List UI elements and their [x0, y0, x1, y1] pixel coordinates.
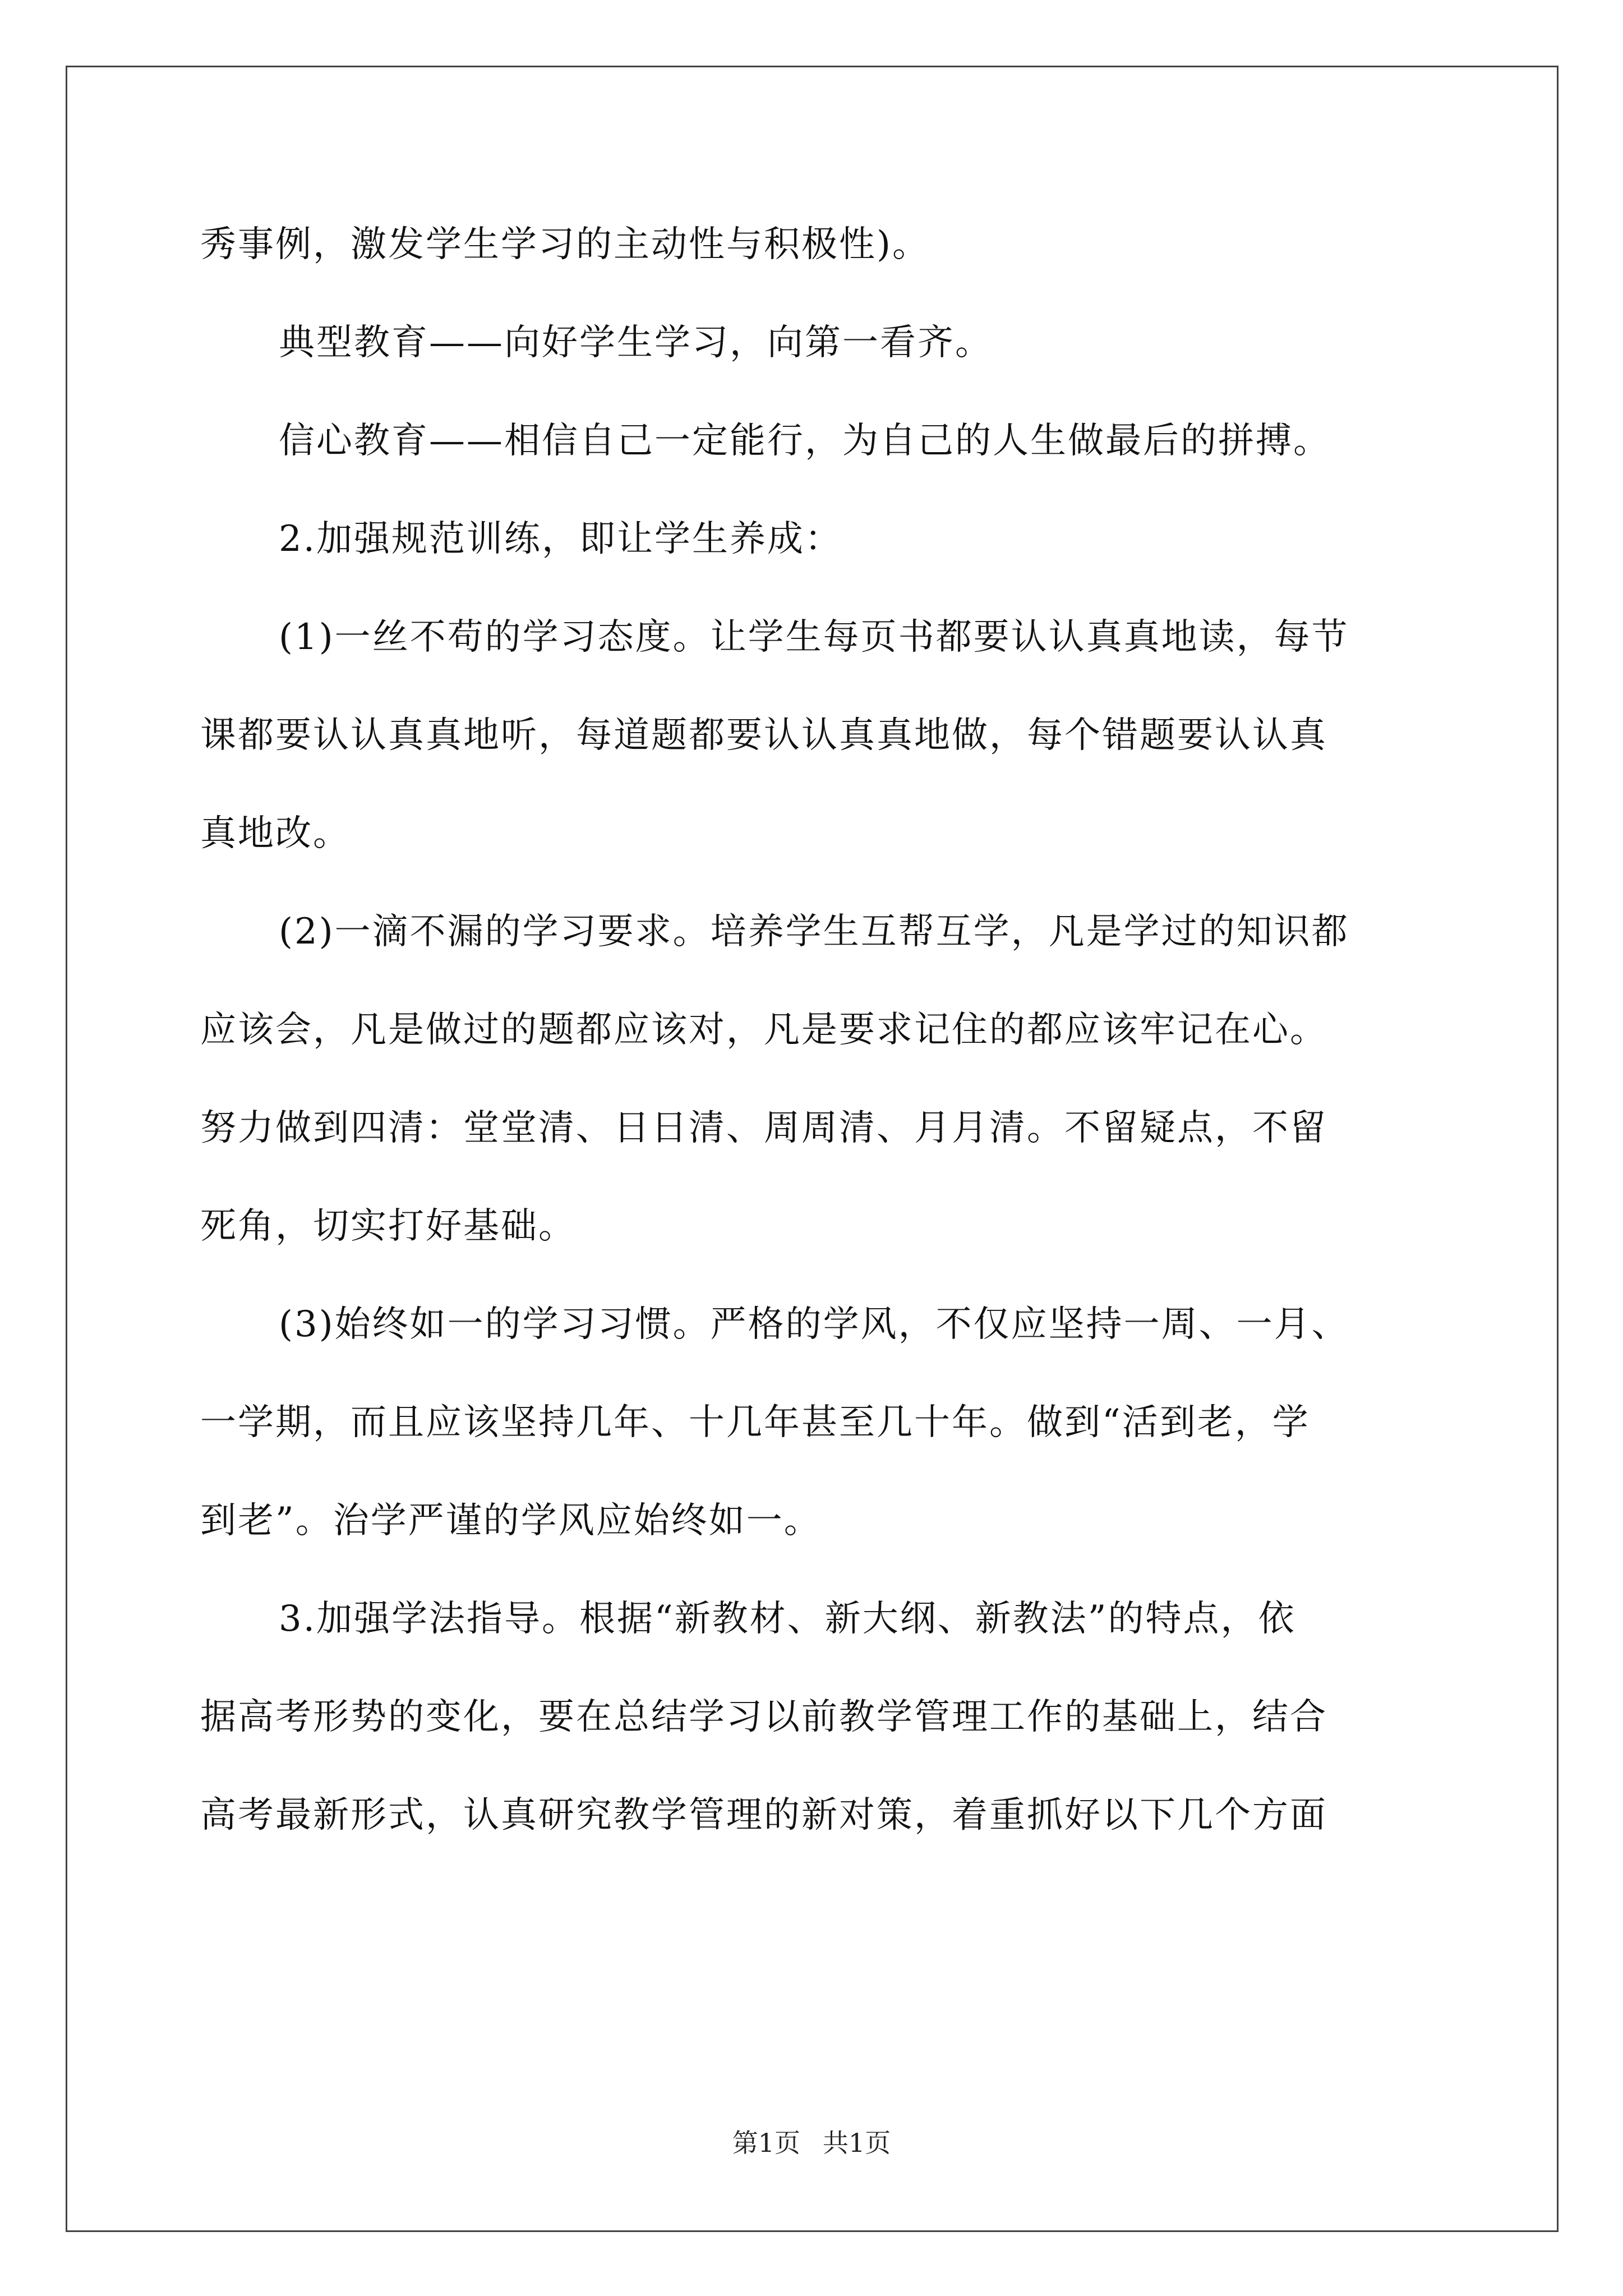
- paragraph-first-line: (2)一滴不漏的学习要求。培养学生互帮互学，凡是学过的知识都: [279, 911, 1349, 953]
- text-line: 一学期，而且应该坚持几年、十几年甚至几十年。做到“活到老，学: [200, 1402, 1310, 1443]
- text-line: 努力做到四清：堂堂清、日日清、周周清、月月清。不留疑点，不留: [200, 1107, 1327, 1149]
- text-line: 真地改。: [200, 813, 351, 854]
- page-footer: [0, 2127, 1623, 2159]
- text-line: 秀事例，激发学生学习的主动性与积极性)。: [200, 224, 930, 265]
- text-line: 死角，切实打好基础。: [200, 1205, 576, 1247]
- page-total: 共1页: [823, 2128, 891, 2158]
- paragraph-first-line: (1)一丝不苟的学习态度。让学生每页书都要认认真真地读，每节: [279, 616, 1349, 658]
- paragraph-first-line: 典型教育——向好学生学习，向第一看齐。: [279, 322, 993, 364]
- paragraph-first-line: (3)始终如一的学习习惯。严格的学风，不仅应坚持一周、一月、: [279, 1304, 1349, 1345]
- text-line: 到老”。治学严谨的学风应始终如一。: [200, 1500, 822, 1542]
- paragraph-first-line: 2.加强规范训练，即让学生养成：: [279, 518, 843, 560]
- page-number: 第1页: [732, 2128, 800, 2158]
- text-line: 高考最新形式，认真研究教学管理的新对策，着重抓好以下几个方面: [200, 1795, 1327, 1836]
- paragraph-first-line: 3.加强学法指导。根据“新教材、新大纲、新教法”的特点，依: [279, 1598, 1296, 1640]
- paragraph-first-line: 信心教育——相信自己一定能行，为自己的人生做最后的拼搏。: [279, 420, 1331, 462]
- text-line: 据高考形势的变化，要在总结学习以前教学管理工作的基础上，结合: [200, 1696, 1327, 1738]
- text-line: 课都要认认真真地听，每道题都要认认真真地做，每个错题要认认真: [200, 715, 1327, 756]
- text-line: 应该会，凡是做过的题都应该对，凡是要求记住的都应该牢记在心。: [200, 1009, 1327, 1051]
